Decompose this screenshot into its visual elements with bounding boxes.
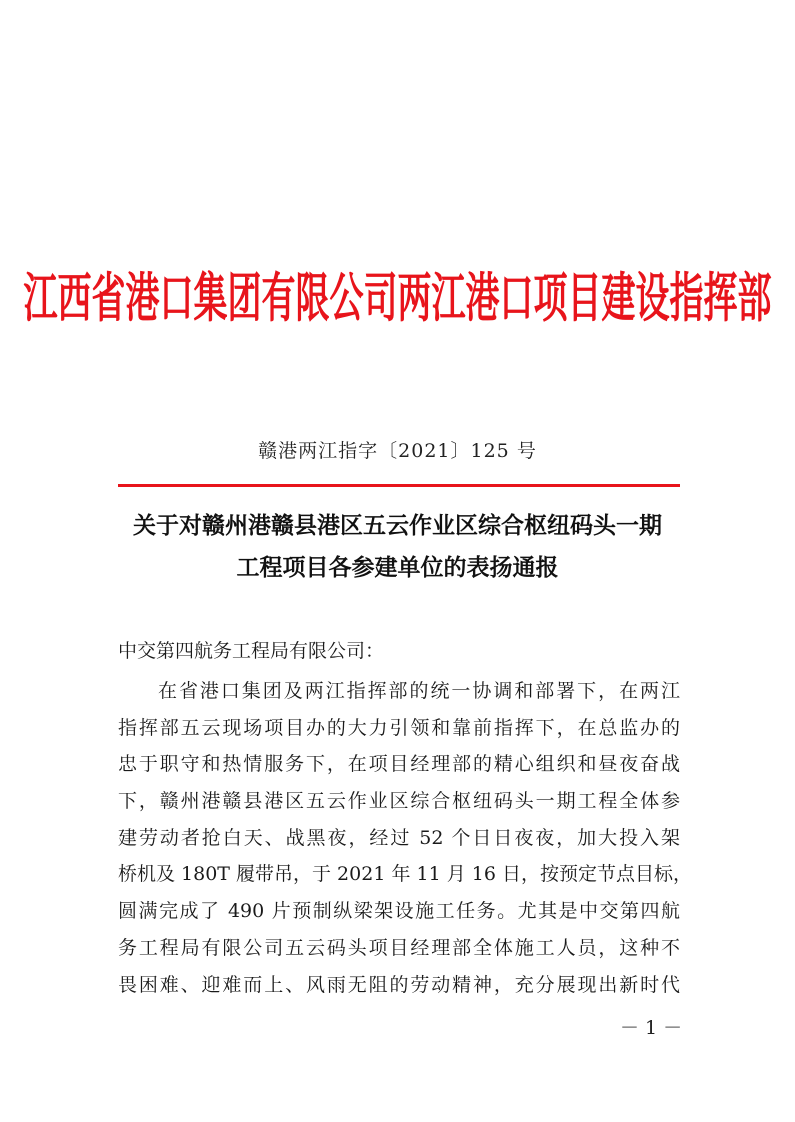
issuing-organization-header: 江西省港口集团有限公司两江港口项目建设指挥部	[23, 268, 772, 330]
body-line: 畏困难、迎难而上、风雨无阻的劳动精神，充分展现出新时代	[118, 973, 680, 996]
document-number: 赣港两江指字〔2021〕125 号	[258, 440, 537, 462]
body-line: 务工程局有限公司五云码头项目经理部全体施工人员，这种不	[118, 936, 680, 959]
document-title	[0, 505, 795, 589]
red-divider-line	[118, 484, 680, 487]
document-title-line-2: 工程项目各参建单位的表扬通报	[236, 555, 559, 581]
body-line: 忠于职守和热情服务下，在项目经理部的精心组织和昼夜奋战	[118, 753, 680, 776]
body-line: 在省港口集团及两江指挥部的统一协调和部署下，在两江	[158, 680, 680, 702]
body-line: 桥机及 180T 履带吊，于 2021 年 11 月 16 日，按预定节点目标，	[118, 863, 692, 886]
body-line: 建劳动者抢白天、战黑夜，经过 52 个日日夜夜，加大投入架	[118, 826, 680, 849]
body-line: 指挥部五云现场项目办的大力引领和靠前指挥下，在总监办的	[118, 716, 680, 739]
document-title-line-1: 关于对赣州港赣县港区五云作业区综合枢纽码头一期	[133, 513, 662, 539]
salutation: 中交第四航务工程局有限公司：	[118, 640, 385, 662]
body-line: 下，赣州港赣县港区五云作业区综合枢纽码头一期工程全体参	[118, 790, 680, 813]
body-line: 圆满完成了 490 片预制纵梁架设施工任务。尤其是中交第四航	[118, 900, 680, 923]
body-paragraph	[118, 673, 692, 1003]
page-number: － 1 －	[620, 1017, 683, 1039]
